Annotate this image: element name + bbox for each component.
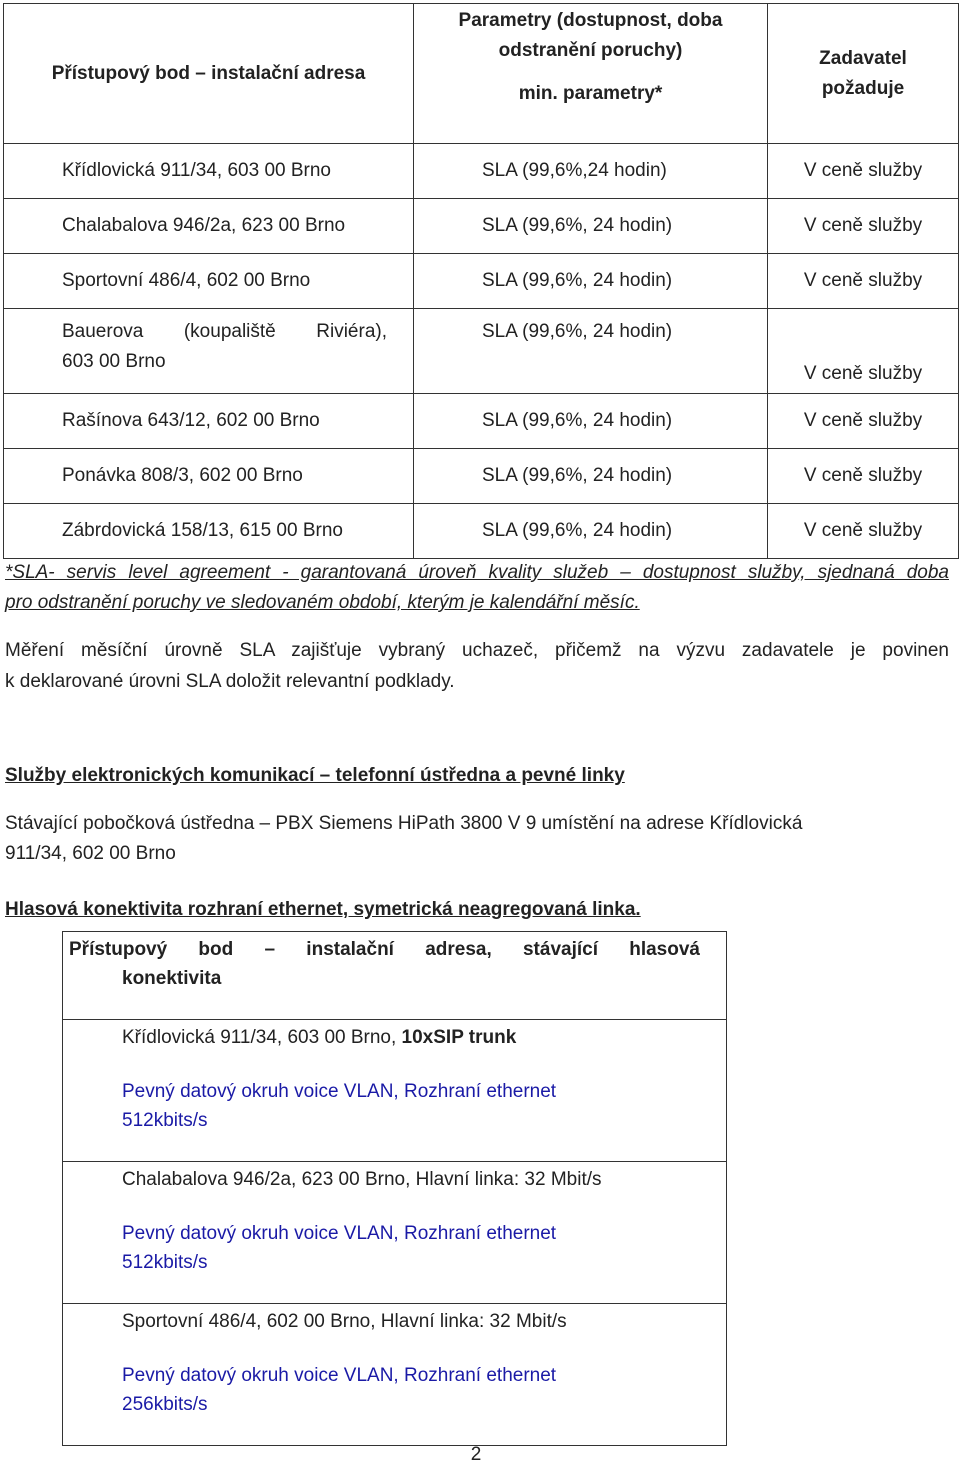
table-row [4,254,959,309]
row-price: V ceně služby [768,449,959,504]
voice-row-detail-line1: Pevný datový okruh voice VLAN, Rozhraní ethernet [122,1223,557,1244]
row-price: V ceně služby [768,254,959,309]
voice-row-detail-line2: 512kbits/s [122,1110,208,1131]
row-sla [414,309,768,394]
voice-row [63,1020,727,1162]
row-address [4,309,414,394]
header-parameters [414,4,768,144]
voice-row-main-bold: 10xSIP trunk [401,1027,517,1048]
row-sla: SLA (99,6%,24 hodin) [414,144,768,199]
row-address: Ponávka 808/3, 602 00 Brno [4,449,414,504]
sla-table [3,3,959,559]
voice-row-detail [122,1361,726,1419]
row-price: V ceně služby [768,199,959,254]
row-sla: SLA (99,6%, 24 hodin) [414,199,768,254]
header-parameters-line1: Parametry (dostupnost, doba [458,10,723,31]
voice-row-detail-line2: 512kbits/s [122,1252,208,1273]
voice-connectivity-table [62,931,727,1446]
voice-row-detail [122,1219,726,1277]
voice-header-line1: Přístupový bod – instalační adresa, stávající hlasová [69,939,700,960]
voice-row-main-text: Chalabalova 946/2a, 623 00 Brno, Hlavní linka: 32 Mbit/s [122,1169,602,1190]
voice-row-main [122,1165,726,1194]
table-row [4,449,959,504]
table-row [4,199,959,254]
row-sla: SLA (99,6%, 24 hodin) [414,504,768,559]
header-parameters-line3: min. parametry* [518,83,663,104]
pbx-paragraph-line1: Stávající pobočková ústředna – PBX Siemens HiPath 3800 V 9 umístění na adrese Křídlovická [5,813,803,834]
row-address: Rašínova 643/12, 602 00 Brno [4,394,414,449]
table-row [63,1162,727,1304]
row-address-line2: 603 00 Brno [62,351,166,372]
table-row [4,504,959,559]
voice-row-main [122,1307,726,1336]
voice-row-detail [122,1077,726,1135]
sla-table-header [4,4,959,144]
table-row [63,1020,727,1162]
voice-header-line2: konektivita [122,968,222,989]
row-price: V ceně služby [768,309,959,394]
row-address: Chalabalova 946/2a, 623 00 Brno [4,199,414,254]
section-heading: Služby elektronických komunikací – telefonní ústředna a pevné linky [5,765,625,786]
table-row [4,394,959,449]
measurement-paragraph-line2: k deklarované úrovni SLA doložit relevantní podklady. [5,671,455,692]
voice-table-header [63,932,727,1020]
voice-table-header-cell [63,932,727,1020]
header-access-point-label: Přístupový bod – instalační adresa [51,62,366,84]
voice-row-detail-line1: Pevný datový okruh voice VLAN, Rozhraní ethernet [122,1365,557,1386]
row-sla: SLA (99,6%, 24 hodin) [414,394,768,449]
sla-footnote-line1: *SLA- servis level agreement - garantovaná úroveň kvality služeb – dostupnost služby, sjednaná doba [5,562,949,583]
row-sla: SLA (99,6%, 24 hodin) [414,449,768,504]
row-address-line1: Bauerova (koupaliště Riviéra), [62,321,387,342]
row-address: Zábrdovická 158/13, 615 00 Brno [4,504,414,559]
row-address: Sportovní 486/4, 602 00 Brno [4,254,414,309]
row-price: V ceně služby [768,394,959,449]
row-sla-text: SLA (99,6%, 24 hodin) [482,321,673,342]
voice-row-main-text: Sportovní 486/4, 602 00 Brno, Hlavní linka: 32 Mbit/s [122,1311,567,1332]
row-sla: SLA (99,6%, 24 hodin) [414,254,768,309]
table-row [4,309,959,394]
header-access-point [4,4,414,144]
header-parameters-line2: odstranění poruchy) [498,40,683,61]
voice-row-detail-line1: Pevný datový okruh voice VLAN, Rozhraní ethernet [122,1081,557,1102]
row-price: V ceně služby [768,144,959,199]
measurement-paragraph-line1: Měření měsíční úrovně SLA zajišťuje vybraný uchazeč, přičemž na výzvu zadavatele je povinen [5,640,949,661]
header-requirement-label: Zadavatel požaduje [819,47,907,99]
header-requirement [768,4,959,144]
voice-row-main-text: Křídlovická 911/34, 603 00 Brno, [122,1027,402,1048]
page-number: 2 [470,1444,482,1465]
voice-row-detail-line2: 256kbits/s [122,1394,208,1415]
table-row [4,144,959,199]
voice-row-main [122,1023,726,1052]
row-address: Křídlovická 911/34, 603 00 Brno [4,144,414,199]
row-price: V ceně služby [768,504,959,559]
voice-connectivity-heading: Hlasová konektivita rozhraní ethernet, symetrická neagregovaná linka. [5,899,641,920]
voice-row [63,1162,727,1304]
pbx-paragraph-line2: 911/34, 602 00 Brno [5,843,176,864]
table-row [63,1304,727,1446]
voice-row [63,1304,727,1446]
sla-footnote-line2: pro odstranění poruchy ve sledovaném období, kterým je kalendářní měsíc. [5,592,640,613]
